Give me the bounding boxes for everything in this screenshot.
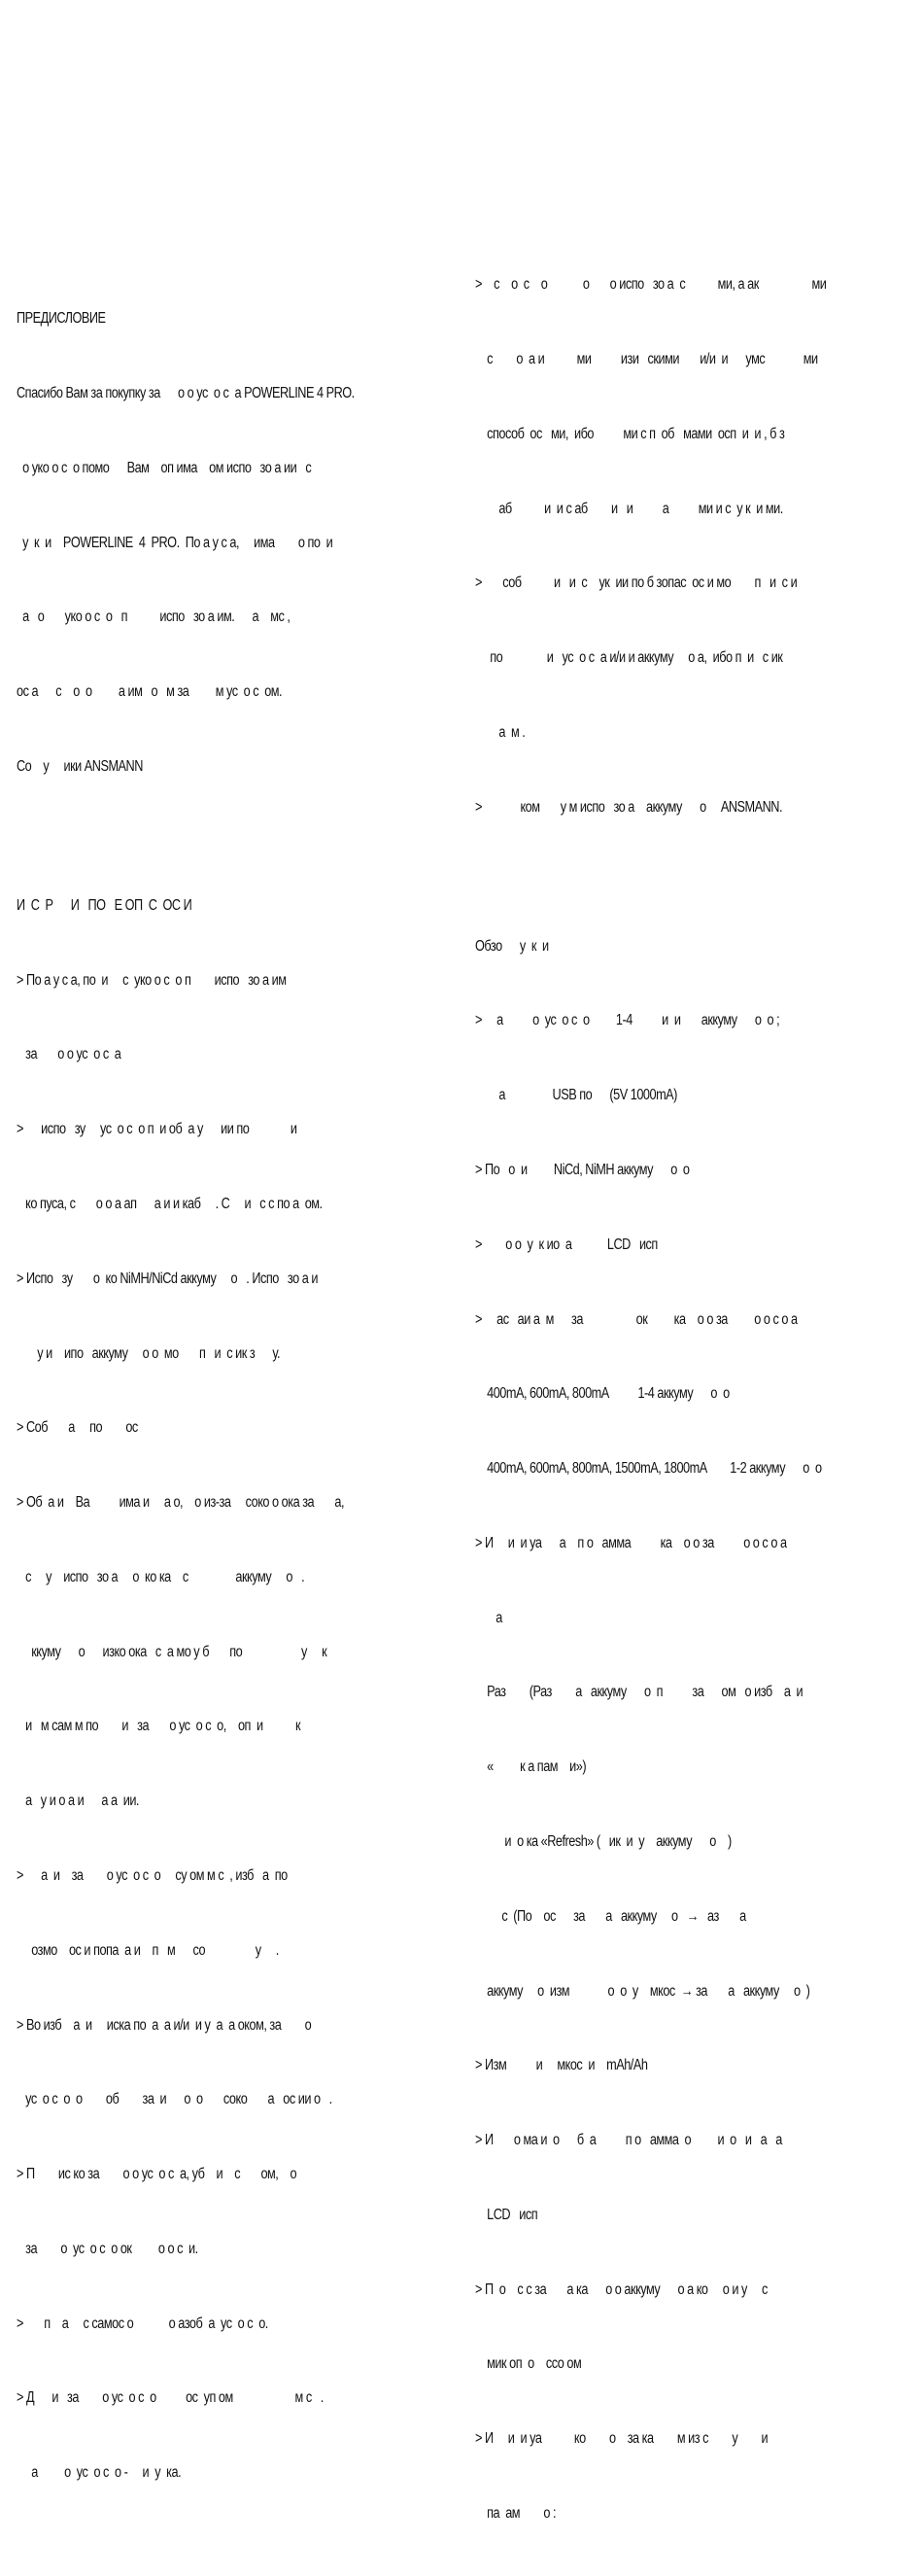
overview-line: > По о и NiCd, NiMH аккуму о о [475, 1161, 690, 1178]
right-column [475, 223, 910, 2576]
overview-line: с (По ос за а аккуму о → аз а [475, 1907, 746, 1925]
overview-line: па ам о : [475, 2505, 556, 2523]
foreword-line: Спасибо Вам за покупку за о о ус о с а POWERLINE 4 PRO. [17, 384, 355, 401]
intro-line: с о а и ми изи скими и/и и умс ми [475, 350, 818, 367]
safety-line: > Во изб а и иска по а а и/и и у а а оком, за о [17, 2016, 312, 2034]
overview-line: > а о ус о с о 1-4 и и аккуму о о ; [475, 1012, 780, 1029]
overview-line: > о о у к ио а LCD исп [475, 1236, 658, 1253]
foreword-line: а о уко о с о п испо зо а им. а мс , [17, 609, 291, 626]
overview-line: 400mA, 600mA, 800mA, 1500mA, 1800mA 1-2 аккуму о о [475, 1460, 822, 1478]
foreword-line: о уко о с о помо Вам оп има ом испо зо а ии с [17, 459, 312, 476]
safety-line: а о ус о с о - и у ка. [17, 2464, 182, 2482]
overview-line: а USB по (5V 1000mA) [475, 1087, 677, 1104]
overview-line: > Изм и мкос и mAh/Ah [475, 2057, 648, 2074]
foreword-heading: ПРЕДИСЛОВИЕ [17, 310, 106, 328]
safety-line: ккуму о изко ока с а мо у б по у к [17, 1643, 327, 1660]
left-column [17, 257, 454, 2535]
overview-line: LCD исп [475, 2206, 538, 2223]
overview-line: > П о с с за а ка о о аккуму о а ко о и у с [475, 2280, 768, 2298]
foreword-line: ос а с о о а им о м за м ус о с ом. [17, 683, 283, 701]
overview-line: и о ка «Refresh» ( ик и у аккуму о ) [475, 1833, 732, 1850]
intro-line: > ком у м испо зо а аккуму о ANSMANN. [475, 798, 783, 816]
overview-line: > ас аи а м за ок ка о о за о о с о а [475, 1310, 798, 1328]
safety-line: > Соб а по ос [17, 1419, 138, 1437]
overview-line: Раз (Раз а аккуму о п за ом о изб а и [475, 1684, 803, 1701]
section-gap [17, 829, 454, 844]
overview-line: > И о ма и о б а п о амма о и о и а а [475, 2132, 782, 2149]
safety-line: за о ус о с о ок о о с и. [17, 2240, 198, 2257]
safety-line: > а и за о ус о с о су ом м с , изб а по [17, 1867, 288, 1884]
safety-line: > Об а и Ва има и а о, о из-за соко о ока за а, [17, 1494, 345, 1512]
intro-line: а м . [475, 723, 526, 741]
safety-heading: И С Р И ПО Е ОП С ОС И [17, 896, 192, 914]
safety-line: ус о с о о об за и о о соко а ос ии о . [17, 2091, 332, 2108]
safety-line: и м сам м по и за о ус о с о, оп и к [17, 1718, 301, 1735]
overview-line: > И и и уа а п о амма ка о о за о о с о а [475, 1534, 787, 1551]
section-gap [475, 869, 910, 884]
safety-line: у и ипо аккуму о о мо п и с ик з у. [17, 1344, 281, 1362]
safety-line: за о о ус о с а [17, 1046, 121, 1063]
intro-line: > соб и и с ук ии по б зопас ос и мо п и с и [475, 574, 798, 592]
safety-line: > п а с самос о о азоб а ус о с о. [17, 2315, 268, 2332]
safety-line: ко пуса, с о о а ап а и и каб . С и с с по а ом. [17, 1195, 323, 1212]
intro-line: аб и и с аб и и а ми и с у к и ми. [475, 500, 783, 517]
overview-line: 400mA, 600mA, 800mA 1-4 аккуму о о [475, 1385, 730, 1403]
safety-line: с у испо зо а о ко ка с аккуму о . [17, 1568, 305, 1585]
foreword-signature: Со у ики ANSMANN [17, 757, 143, 775]
safety-line: > Испо зу о ко NiMH/NiCd аккуму о . Испо зо а и [17, 1270, 318, 1287]
safety-line: > испо зу ус о с о п и об а у ии по и [17, 1121, 297, 1138]
foreword-line: у к и POWERLINE 4 PRO. По а у с а, има о по и [17, 534, 333, 551]
safety-line: а у и о а и а а ии. [17, 1793, 139, 1810]
intro-line: > с о с о о о испо зо а с ми, а ак ми [475, 276, 827, 294]
intro-line: по и ус о с а и/и и аккуму о а, ибо п и с ик [475, 649, 783, 667]
safety-line: > П ис ко за о о ус о с а, уб и с ом, о [17, 2166, 297, 2183]
overview-line: > И и и уа ко о за ка м из с у и [475, 2430, 769, 2448]
overview-line: « к а пам и») [475, 1758, 587, 1776]
overview-line: аккуму о изм о о у мкос → за а аккуму о ) [475, 1982, 810, 2000]
intro-line: способ ос ми, ибо ми с п об мами осп и и , б з [475, 425, 785, 442]
safety-line: озмо ос и попа а и п м со у . [17, 1941, 279, 1959]
overview-heading: Обзо у к и [475, 937, 549, 955]
overview-line: а [475, 1609, 502, 1626]
overview-line: мик оп о ссо ом [475, 2355, 582, 2373]
safety-line: > По а у с а, по и с уко о с о п испо зо а им [17, 971, 287, 989]
safety-line: > Д и за о ус о с о ос уп ом м с . [17, 2389, 324, 2407]
